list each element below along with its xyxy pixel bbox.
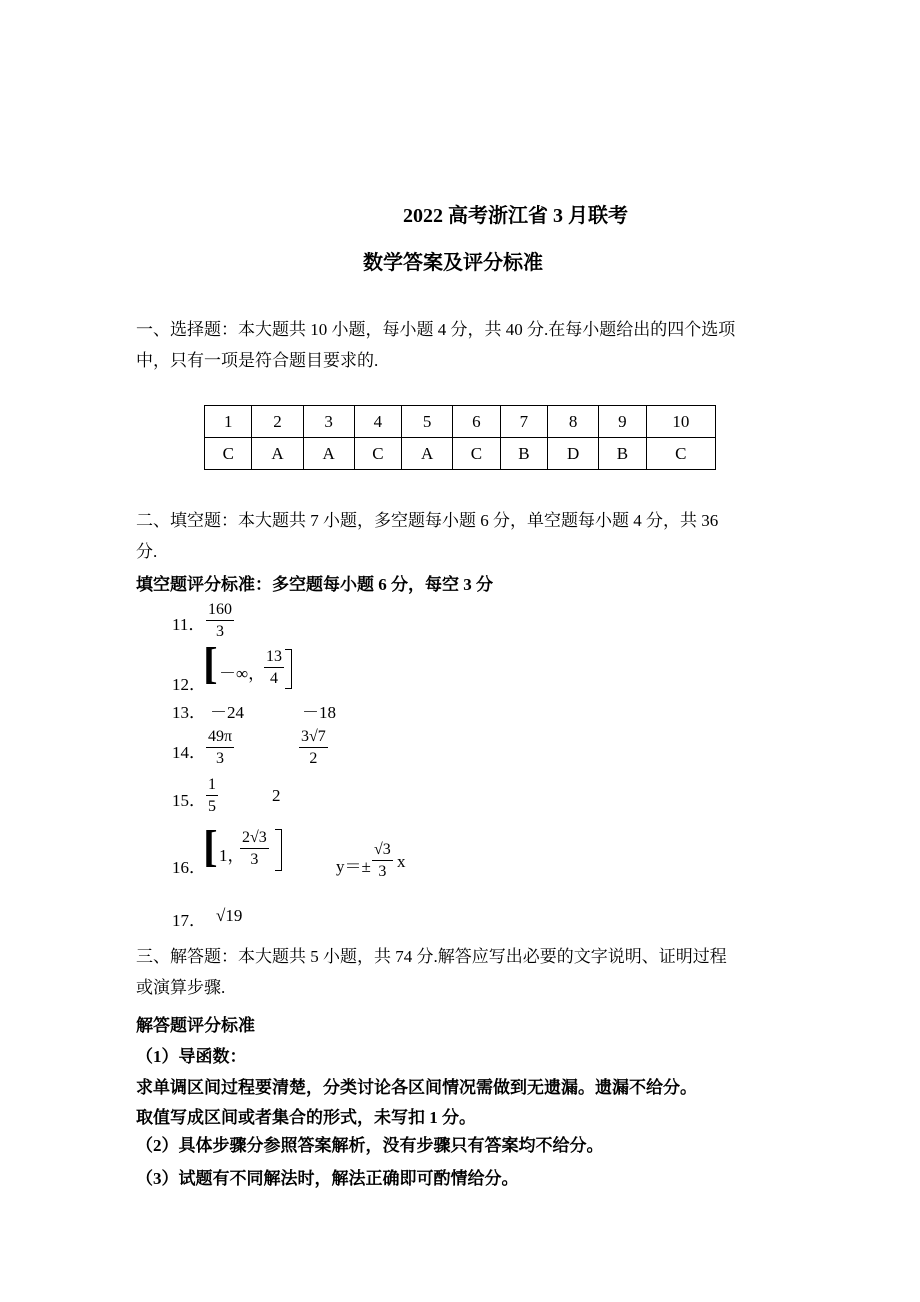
q15-label: 15． [172, 791, 206, 810]
question-number-cell: 5 [402, 406, 453, 438]
answer-table [204, 405, 716, 470]
q14-fraction-b [299, 727, 328, 768]
q11-fraction [206, 600, 234, 641]
section2-intro-line2: 分. [136, 542, 158, 561]
q16-y-denominator: 3 [378, 863, 387, 880]
q16-numerator: 2√3 [240, 828, 269, 849]
q15-numerator: 1 [206, 775, 218, 796]
section2-intro [136, 505, 786, 567]
question-number-cell: 9 [599, 406, 646, 438]
q16-right-bracket [275, 829, 282, 871]
q16-y-fraction [372, 840, 393, 881]
q14-a-numerator: 49π [206, 727, 234, 748]
q17-answer: √19 [216, 906, 243, 925]
q16-y-suffix: x [397, 852, 406, 871]
question-number-cell: 7 [500, 406, 547, 438]
q15-fraction [206, 775, 218, 816]
question-number-cell: 1 [205, 406, 252, 438]
q11-numerator: 160 [206, 600, 234, 621]
q13-answer-a: －24 [210, 703, 244, 722]
q14-b-denominator: 2 [309, 750, 318, 767]
page-subtitle: 数学答案及评分标准 [363, 252, 543, 274]
answer-cell: A [252, 438, 303, 470]
q16-one: 1， [219, 846, 245, 865]
answer-cell: C [646, 438, 715, 470]
solution-grading-title: 解答题评分标准 [136, 1016, 255, 1035]
page-title: 2022 高考浙江省 3 月联考 [403, 205, 628, 227]
question-number-cell: 6 [453, 406, 500, 438]
answer-cell: C [354, 438, 401, 470]
q12-label: 12． [172, 675, 206, 694]
answer-cell: D [548, 438, 599, 470]
q17-label: 17． [172, 911, 206, 930]
question-number-cell: 4 [354, 406, 401, 438]
question-number-cell: 2 [252, 406, 303, 438]
answer-cell: B [500, 438, 547, 470]
section1-intro-line2: 中，只有一项是符合题目要求的. [136, 351, 379, 370]
section3-intro-line2: 或演算步骤. [136, 978, 226, 997]
fill-in-grading-standard: 填空题评分标准：多空题每小题 6 分，每空 3 分 [136, 575, 493, 594]
q16-fraction [240, 828, 269, 869]
q13-answer-b: －18 [302, 703, 336, 722]
question-number-cell: 10 [646, 406, 715, 438]
q12-fraction [264, 647, 284, 688]
q12-denominator: 4 [270, 670, 278, 687]
q16-label: 16． [172, 858, 206, 877]
q12-numerator: 13 [264, 647, 284, 668]
q15-answer-b: 2 [272, 786, 281, 805]
answer-cell: C [453, 438, 500, 470]
question-number-cell: 8 [548, 406, 599, 438]
answer-table-number-row [205, 406, 716, 438]
q16-y-prefix: y＝± [336, 857, 371, 876]
answer-cell: A [402, 438, 453, 470]
q15-denominator: 5 [208, 798, 216, 815]
section1-intro-line1: 一、选择题：本大题共 10 小题，每小题 4 分，共 40 分.在每小题给出的四个选项 [136, 320, 736, 339]
answer-cell: B [599, 438, 646, 470]
q14-fraction-a [206, 727, 234, 768]
q14-b-numerator: 3√7 [299, 727, 328, 748]
section3-intro-line1: 三、解答题：本大题共 5 小题，共 74 分.解答应写出必要的文字说明、证明过程 [136, 947, 727, 966]
q12-left-bracket: [ [203, 639, 218, 688]
section1-intro [136, 314, 786, 376]
q13-label: 13． [172, 703, 206, 722]
q14-a-denominator: 3 [216, 750, 225, 767]
item3: （3）试题有不同解法时，解法正确即可酌情给分。 [136, 1169, 519, 1188]
item1-line2: 取值写成区间或者集合的形式，未写扣 1 分。 [136, 1108, 476, 1127]
section3-intro [136, 941, 786, 1003]
answer-table-answer-row [205, 438, 716, 470]
q12-neg-infinity: －∞， [219, 664, 266, 683]
section2-intro-line1: 二、填空题：本大题共 7 小题，多空题每小题 6 分，单空题每小题 4 分，共 36 [136, 511, 719, 530]
q11-label: 11． [172, 615, 206, 634]
item1-title: （1）导函数： [136, 1047, 247, 1066]
item2: （2）具体步骤分参照答案解析，没有步骤只有答案均不给分。 [136, 1136, 604, 1155]
q16-denominator: 3 [250, 851, 259, 868]
q14-label: 14． [172, 743, 206, 762]
q12-right-bracket [285, 649, 292, 689]
q11-denominator: 3 [216, 623, 224, 640]
item1-line1: 求单调区间过程要清楚，分类讨论各区间情况需做到无遗漏。遗漏不给分。 [136, 1078, 697, 1097]
answer-cell: C [205, 438, 252, 470]
q16-y-numerator: √3 [372, 840, 393, 861]
answer-cell: A [303, 438, 354, 470]
q16-left-bracket: [ [203, 822, 218, 871]
question-number-cell: 3 [303, 406, 354, 438]
